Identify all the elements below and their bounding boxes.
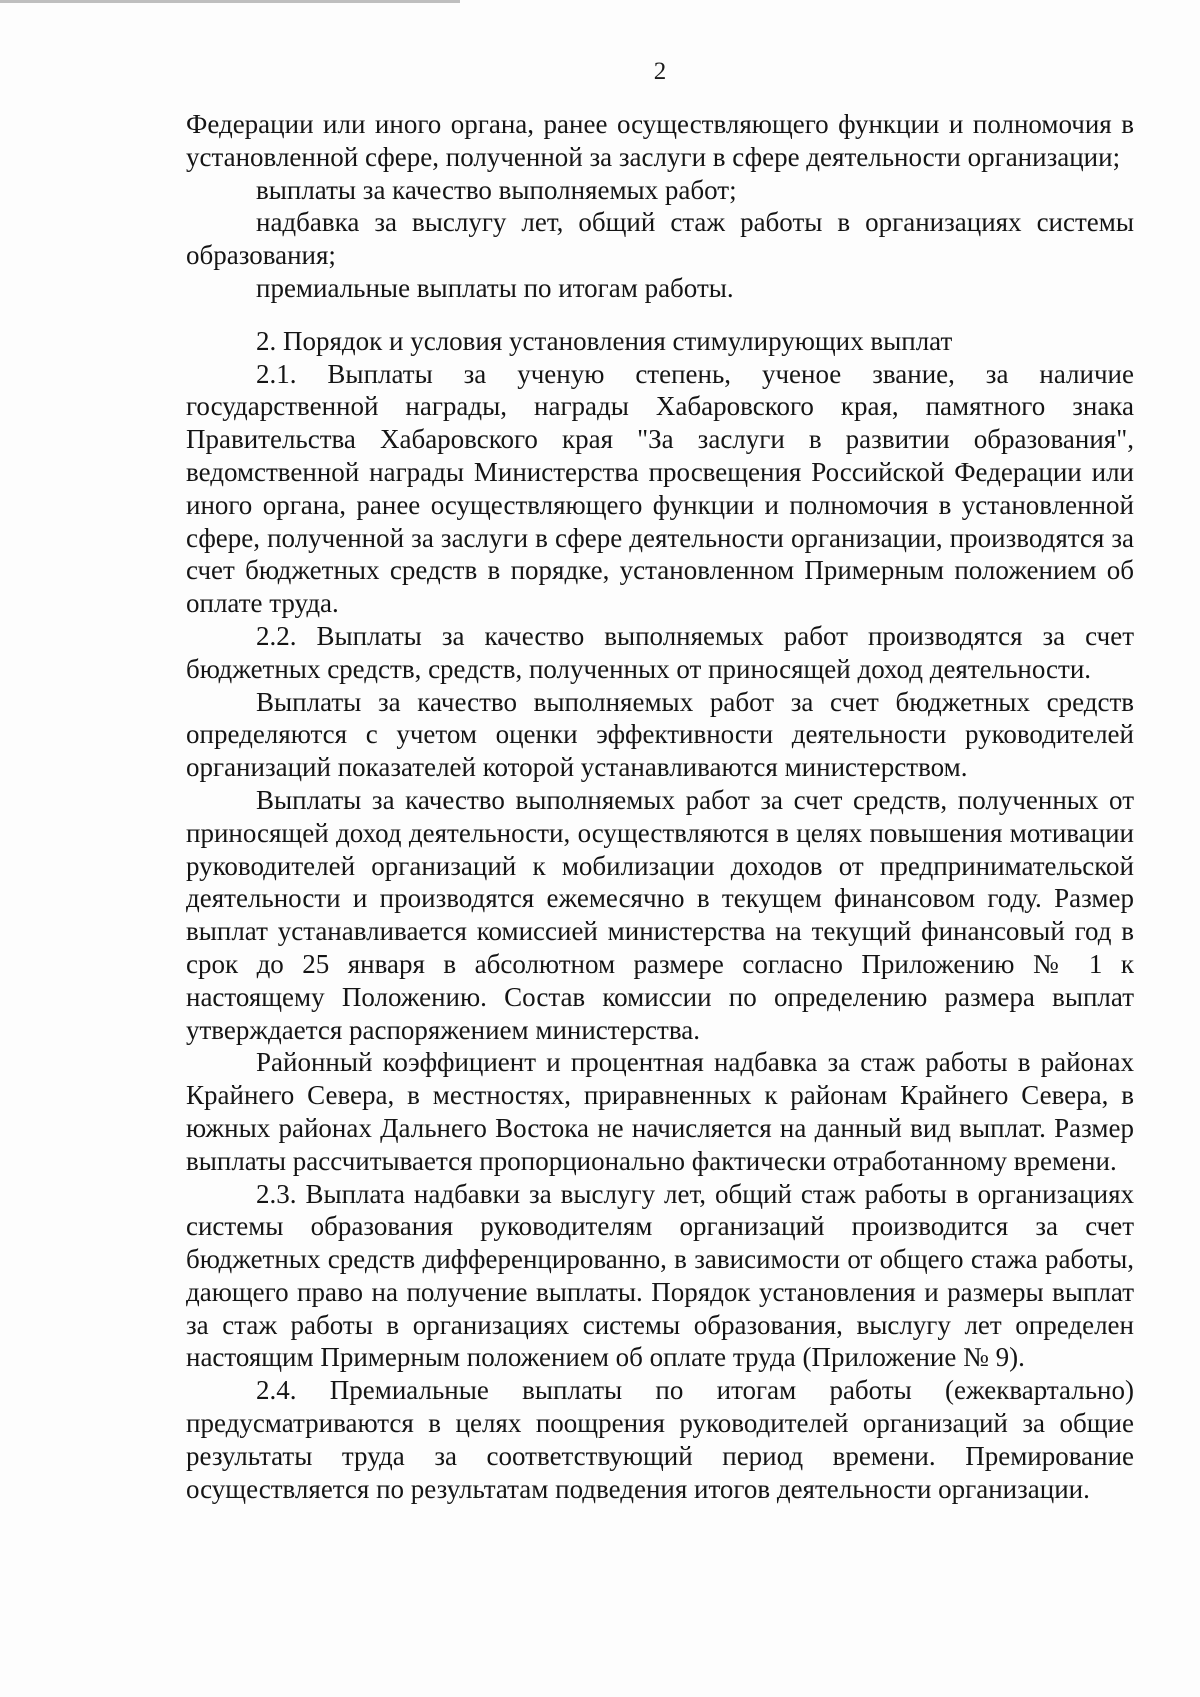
scan-edge-line (0, 0, 460, 3)
list-item-quality-payments: выплаты за качество выполняемых работ; (256, 174, 737, 205)
clause-2-1: 2.1. Выплаты за ученую степень, ученое звание, за наличие государственной награды, награды Хабаровского края, памятного знака Правительства Хабаровского края "За заслуги в развитии образования", ведомственной награды Министерства просвещения Российской Федерации или иного органа, ранее осуществляющего функции и полномочия в установленной сфере, полученной за заслуги в сфере деятельности организации, производятся за счет бюджетных средств в порядке, установленном Примерным положением об оплате труда. (186, 358, 1134, 619)
list-item-seniority-bonus: надбавка за выслугу лет, общий стаж работы в организациях системы образования; (186, 207, 1134, 271)
list-item-bonus-payments: премиальные выплаты по итогам работы. (256, 272, 734, 303)
clause-2-2-regional-coefficient: Районный коэффициент и процентная надбавка за стаж работы в районах Крайнего Севера, в местностях, приравненных к районам Крайнего Севера, в южных районах Дальнего Востока не начисляется на данный вид выплат. Размер выплаты рассчитывается пропорционально фактически отработанному времени. (186, 1047, 1134, 1176)
clause-2-2-income: Выплаты за качество выполняемых работ за счет средств, полученных от приносящей доход деятельности, осуществляются в целях повышения мотивации руководителей организаций к мобилизации доходов от предпринимательской деятельности и производятся ежемесячно в текущем финансовом году. Размер выплат устанавливается комиссией министерства на текущий финансовый год в срок до 25 января в абсолютном размере согласно Приложению № 1 к настоящему Положению. Состав комиссии по определению размера выплат утверждается распоряжением министерства. (186, 784, 1134, 1045)
page-number: 2 (653, 58, 667, 85)
paragraph-continuation: Федерации или иного органа, ранее осуществляющего функции и полномочия в установленной сфере, полученной за заслуги в сфере деятельности организации; (186, 109, 1134, 172)
clause-2-4: 2.4. Премиальные выплаты по итогам работы (ежеквартально) предусматриваются в целях поощрения руководителей организаций за общие результаты труда за соответствующий период времени. Премирование осуществляется по результатам подведения итогов деятельности организации. (186, 1375, 1134, 1504)
section-heading: 2. Порядок и условия установления стимулирующих выплат (256, 325, 953, 356)
clause-2-3: 2.3. Выплата надбавки за выслугу лет, общий стаж работы в организациях системы образования руководителям организаций производится за счет бюджетных средств дифференцированно, в зависимости от общего стажа работы, дающего право на получение выплаты. Порядок установления и размеры выплат за стаж работы в организациях системы образования, выслугу лет определен настоящим Примерным положением об оплате труда (Приложение № 9). (186, 1178, 1134, 1373)
clause-2-2-budget: Выплаты за качество выполняемых работ за счет бюджетных средств определяются с учетом оценки эффективности деятельности руководителей организаций показателей которой устанавливаются министерством. (186, 686, 1134, 783)
document-body (186, 108, 1134, 1505)
clause-2-2: 2.2. Выплаты за качество выполняемых работ производятся за счет бюджетных средств, средств, полученных от приносящей доход деятельности. (186, 620, 1134, 684)
